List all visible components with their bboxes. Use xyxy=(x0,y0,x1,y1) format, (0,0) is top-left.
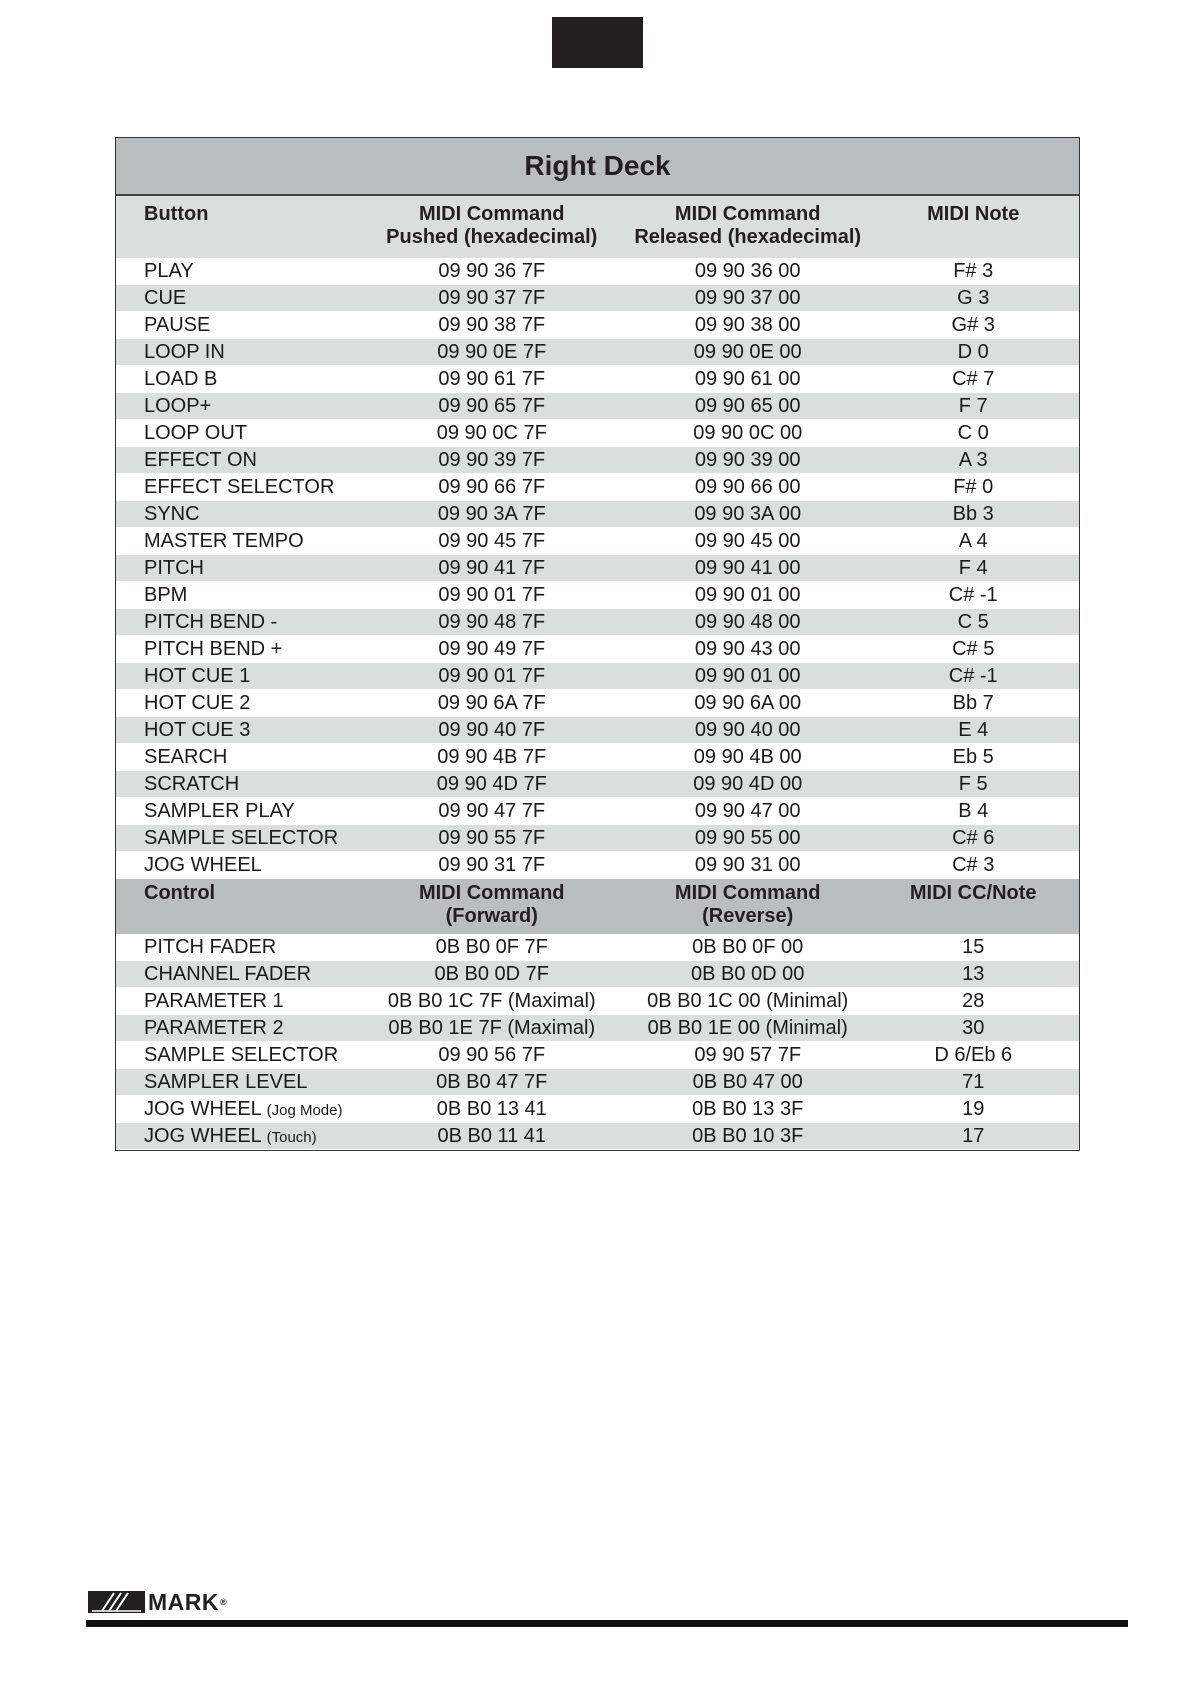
pushed-command: 09 90 49 7F xyxy=(438,637,546,660)
released-command: 09 90 43 00 xyxy=(694,637,801,660)
midi-note: A 3 xyxy=(958,448,988,471)
table-row xyxy=(116,988,1079,1015)
table-row xyxy=(116,744,1079,771)
pushed-command: 09 90 66 7F xyxy=(438,475,546,498)
button-name: SEARCH xyxy=(144,745,228,768)
released-command: 09 90 01 00 xyxy=(694,664,801,687)
table-title: Right Deck xyxy=(116,138,1079,196)
released-command: 09 90 0E 00 xyxy=(693,340,802,363)
header-cc xyxy=(867,882,1079,934)
button-name: LOOP OUT xyxy=(144,421,247,444)
released-command: 09 90 65 00 xyxy=(694,394,801,417)
table-row xyxy=(116,582,1079,609)
header-forward-line2: (Forward) xyxy=(445,905,538,927)
midi-note: C 0 xyxy=(957,421,989,444)
released-command: 09 90 39 00 xyxy=(694,448,801,471)
table-row xyxy=(116,339,1079,366)
control-name-text: JOG WHEEL xyxy=(144,1097,262,1120)
button-name: HOT CUE 2 xyxy=(144,691,251,714)
table-row xyxy=(116,258,1079,285)
header-reverse-line2: (Reverse) xyxy=(702,905,794,927)
released-command: 09 90 31 00 xyxy=(694,853,801,876)
button-name: BPM xyxy=(144,583,188,606)
table-row xyxy=(116,1096,1079,1123)
table-row xyxy=(116,1123,1079,1150)
control-name xyxy=(116,1125,356,1148)
table-row xyxy=(116,825,1079,852)
control-name xyxy=(116,990,356,1013)
midi-note: B 4 xyxy=(958,799,989,822)
reverse-command: 0B B0 13 3F xyxy=(692,1097,804,1120)
released-command: 09 90 40 00 xyxy=(694,718,801,741)
footer-logo xyxy=(88,1590,227,1614)
midi-note: C 5 xyxy=(957,610,989,633)
pushed-command: 09 90 41 7F xyxy=(438,556,546,579)
control-name xyxy=(116,1071,356,1094)
control-name-text: SAMPLER LEVEL xyxy=(144,1070,308,1093)
control-name-text: PARAMETER 2 xyxy=(144,1016,284,1039)
pushed-command: 09 90 01 7F xyxy=(438,664,546,687)
reverse-command: 0B B0 0D 00 xyxy=(691,962,805,985)
button-name: JOG WHEEL xyxy=(144,853,262,876)
reverse-command: 0B B0 10 3F xyxy=(692,1124,804,1147)
midi-note: E 4 xyxy=(958,718,989,741)
table-row xyxy=(116,312,1079,339)
table-row xyxy=(116,1069,1079,1096)
midi-note: C# -1 xyxy=(948,664,998,687)
header-pushed xyxy=(356,203,628,258)
header-button: Button xyxy=(144,203,209,225)
pushed-command: 09 90 3A 7F xyxy=(437,502,546,525)
header-forward-line1: MIDI Command xyxy=(418,882,565,904)
midi-cc-note: 28 xyxy=(962,989,985,1012)
table-row xyxy=(116,555,1079,582)
midi-cc-note: 19 xyxy=(962,1097,985,1120)
control-rows xyxy=(116,934,1079,1150)
control-name xyxy=(116,1098,356,1121)
pushed-command: 09 90 61 7F xyxy=(438,367,546,390)
pushed-command: 09 90 55 7F xyxy=(438,826,546,849)
pushed-command: 09 90 45 7F xyxy=(438,529,546,552)
released-command: 09 90 0C 00 xyxy=(693,421,803,444)
forward-command: 0B B0 47 7F xyxy=(436,1070,548,1093)
midi-note: F# 3 xyxy=(953,259,994,282)
pushed-command: 09 90 6A 7F xyxy=(437,691,546,714)
released-command: 09 90 3A 00 xyxy=(694,502,802,525)
header-reverse xyxy=(628,882,867,934)
table-row xyxy=(116,1042,1079,1069)
mark-logo-icon xyxy=(88,1591,145,1613)
registered-mark: ® xyxy=(220,1597,228,1607)
button-name: SCRATCH xyxy=(144,772,240,795)
header-reverse-line1: MIDI Command xyxy=(674,882,821,904)
header-forward xyxy=(356,882,628,934)
table-row xyxy=(116,420,1079,447)
table-row xyxy=(116,528,1079,555)
pushed-command: 09 90 31 7F xyxy=(438,853,546,876)
pushed-command: 09 90 4B 7F xyxy=(437,745,547,768)
table-row xyxy=(116,663,1079,690)
pushed-command: 09 90 4D 7F xyxy=(436,772,547,795)
midi-note: C# 7 xyxy=(952,367,995,390)
released-command: 09 90 45 00 xyxy=(694,529,801,552)
pushed-command: 09 90 01 7F xyxy=(438,583,546,606)
button-name: SYNC xyxy=(144,502,200,525)
midi-note: F 7 xyxy=(958,394,988,417)
button-name: PITCH BEND + xyxy=(144,637,283,660)
page-tab-marker xyxy=(552,17,643,68)
reverse-command: 0B B0 1E 00 (Minimal) xyxy=(647,1016,848,1039)
midi-note: C# 5 xyxy=(952,637,995,660)
reverse-command: 0B B0 0F 00 xyxy=(692,935,804,958)
pushed-command: 09 90 38 7F xyxy=(438,313,546,336)
midi-note: F 4 xyxy=(958,556,988,579)
released-command: 09 90 55 00 xyxy=(694,826,801,849)
released-command: 09 90 38 00 xyxy=(694,313,801,336)
forward-command: 0B B0 1C 7F (Maximal) xyxy=(387,989,596,1012)
released-command: 09 90 01 00 xyxy=(694,583,801,606)
pushed-command: 09 90 0E 7F xyxy=(437,340,547,363)
control-name xyxy=(116,1017,356,1040)
reverse-command: 09 90 57 7F xyxy=(694,1043,802,1066)
released-command: 09 90 37 00 xyxy=(694,286,801,309)
released-command: 09 90 36 00 xyxy=(694,259,801,282)
table-row xyxy=(116,636,1079,663)
table-row xyxy=(116,852,1079,879)
pushed-command: 09 90 65 7F xyxy=(438,394,546,417)
midi-note: Bb 3 xyxy=(952,502,994,525)
table-row xyxy=(116,285,1079,312)
midi-note: Eb 5 xyxy=(952,745,994,768)
midi-note: C# 6 xyxy=(952,826,995,849)
button-name: HOT CUE 3 xyxy=(144,718,251,741)
released-command: 09 90 41 00 xyxy=(694,556,801,579)
header-note-label: MIDI Note xyxy=(927,203,1020,225)
header-control: Control xyxy=(144,882,216,904)
control-name-text: CHANNEL FADER xyxy=(144,962,312,985)
button-name: SAMPLE SELECTOR xyxy=(144,826,339,849)
header-released xyxy=(628,203,867,258)
table-row xyxy=(116,474,1079,501)
brand-name: MARK xyxy=(148,1588,219,1615)
button-name: MASTER TEMPO xyxy=(144,529,304,552)
header-released-line2: Released (hexadecimal) xyxy=(634,226,862,248)
button-header-row xyxy=(116,196,1079,258)
button-rows xyxy=(116,258,1079,879)
midi-note: G# 3 xyxy=(951,313,995,336)
midi-cc-note: D 6/Eb 6 xyxy=(934,1043,1013,1066)
reverse-command: 0B B0 47 00 xyxy=(692,1070,803,1093)
released-command: 09 90 61 00 xyxy=(694,367,801,390)
midi-cc-note: 17 xyxy=(962,1124,985,1147)
midi-note: C# -1 xyxy=(948,583,998,606)
control-name-suffix: (Jog Mode) xyxy=(266,1101,343,1119)
pushed-command: 09 90 40 7F xyxy=(438,718,546,741)
table-row xyxy=(116,717,1079,744)
reverse-command: 0B B0 1C 00 (Minimal) xyxy=(647,989,849,1012)
button-name: LOOP+ xyxy=(144,394,212,417)
table-row xyxy=(116,501,1079,528)
midi-note: G 3 xyxy=(957,286,990,309)
control-name xyxy=(116,963,356,986)
midi-cc-note: 71 xyxy=(962,1070,985,1093)
header-cc-label: MIDI CC/Note xyxy=(909,882,1037,904)
button-name: LOAD B xyxy=(144,367,218,390)
pushed-command: 09 90 48 7F xyxy=(438,610,546,633)
released-command: 09 90 6A 00 xyxy=(694,691,802,714)
header-pushed-line2: Pushed (hexadecimal) xyxy=(386,226,598,248)
table-row xyxy=(116,690,1079,717)
midi-cc-note: 15 xyxy=(962,935,985,958)
forward-command: 09 90 56 7F xyxy=(438,1043,546,1066)
button-name: CUE xyxy=(144,286,187,309)
button-name: EFFECT SELECTOR xyxy=(144,475,335,498)
control-header-row xyxy=(116,879,1079,934)
button-name: PLAY xyxy=(144,259,194,282)
table-row xyxy=(116,934,1079,961)
control-name-suffix: (Touch) xyxy=(266,1128,317,1146)
midi-cc-note: 13 xyxy=(962,962,985,985)
control-name xyxy=(116,1044,356,1067)
button-name: PAUSE xyxy=(144,313,211,336)
button-name: PITCH BEND - xyxy=(144,610,278,633)
forward-command: 0B B0 0D 7F xyxy=(434,962,550,985)
control-name-text: JOG WHEEL xyxy=(144,1124,262,1147)
released-command: 09 90 66 00 xyxy=(694,475,801,498)
button-name: LOOP IN xyxy=(144,340,225,363)
pushed-command: 09 90 39 7F xyxy=(438,448,546,471)
control-name-text: PITCH FADER xyxy=(144,935,277,958)
forward-command: 0B B0 0F 7F xyxy=(435,935,548,958)
table-row xyxy=(116,1015,1079,1042)
footer-rule xyxy=(86,1620,1128,1627)
button-name: SAMPLER PLAY xyxy=(144,799,295,822)
pushed-command: 09 90 47 7F xyxy=(438,799,546,822)
header-note xyxy=(867,203,1079,258)
table-row xyxy=(116,366,1079,393)
header-pushed-line1: MIDI Command xyxy=(418,203,565,225)
table-row xyxy=(116,447,1079,474)
released-command: 09 90 47 00 xyxy=(694,799,801,822)
table-row xyxy=(116,961,1079,988)
pushed-command: 09 90 37 7F xyxy=(438,286,546,309)
midi-note: F# 0 xyxy=(953,475,994,498)
table-row xyxy=(116,798,1079,825)
button-name: EFFECT ON xyxy=(144,448,257,471)
control-name-text: SAMPLE SELECTOR xyxy=(144,1043,339,1066)
midi-cc-note: 30 xyxy=(962,1016,985,1039)
released-command: 09 90 4D 00 xyxy=(693,772,803,795)
midi-note: C# 3 xyxy=(952,853,995,876)
midi-table xyxy=(115,137,1080,1151)
released-command: 09 90 48 00 xyxy=(694,610,801,633)
forward-command: 0B B0 1E 7F (Maximal) xyxy=(388,1016,596,1039)
midi-note: D 0 xyxy=(957,340,989,363)
button-name: HOT CUE 1 xyxy=(144,664,251,687)
forward-command: 0B B0 11 41 xyxy=(437,1124,547,1147)
midi-note: F 5 xyxy=(958,772,988,795)
forward-command: 0B B0 13 41 xyxy=(436,1097,547,1120)
pushed-command: 09 90 36 7F xyxy=(438,259,546,282)
header-released-line1: MIDI Command xyxy=(674,203,821,225)
midi-note: A 4 xyxy=(958,529,988,552)
control-name xyxy=(116,936,356,959)
control-name-text: PARAMETER 1 xyxy=(144,989,284,1012)
button-name: PITCH xyxy=(144,556,204,579)
released-command: 09 90 4B 00 xyxy=(693,745,802,768)
table-row xyxy=(116,609,1079,636)
table-row xyxy=(116,771,1079,798)
midi-note: Bb 7 xyxy=(952,691,994,714)
table-row xyxy=(116,393,1079,420)
pushed-command: 09 90 0C 7F xyxy=(436,421,547,444)
